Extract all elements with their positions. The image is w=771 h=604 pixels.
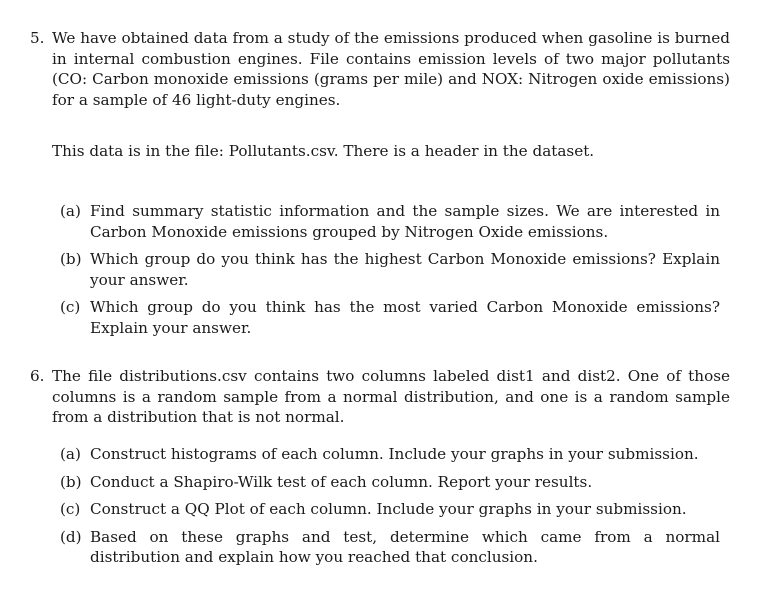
problem-6-text: The file distributions.csv contains two columns labeled dist1 and dist2. One of those columns is a random sample from a normal distribution, and one is a random sample from a distribution that is not normal. bbox=[52, 367, 730, 426]
problem-5-part-b bbox=[60, 249, 720, 290]
part-label: (a) bbox=[60, 202, 81, 220]
problem-6-number: 6. bbox=[30, 367, 45, 385]
problem-6-parts bbox=[60, 444, 720, 575]
part-text: Construct histograms of each column. Include your graphs in your submission. bbox=[90, 445, 699, 463]
part-text: Conduct a Shapiro-Wilk test of each column. Report your results. bbox=[90, 472, 593, 491]
problem-5-number: 5. bbox=[30, 29, 45, 47]
part-label: (b) bbox=[60, 250, 82, 268]
problem-5-note: This data is in the file: Pollutants.csv. There is a header in the dataset. bbox=[52, 142, 595, 160]
part-label: (d) bbox=[60, 527, 82, 546]
part-label: (b) bbox=[60, 472, 82, 491]
part-text: Which group do you think has the most varied Carbon Monoxide emissions? Explain your answer. bbox=[90, 298, 720, 337]
problem-5-part-a bbox=[60, 201, 720, 242]
part-text: Which group do you think has the highest Carbon Monoxide emissions? Explain your answer. bbox=[90, 250, 720, 289]
problem-6-part-d bbox=[60, 527, 720, 568]
problem-5 bbox=[30, 28, 730, 110]
problem-6 bbox=[30, 366, 730, 428]
part-text: Find summary statistic information and the sample sizes. We are interested in Carbon Monoxide emissions grouped by Nitrogen Oxide emissions. bbox=[90, 202, 720, 241]
problem-6-part-b bbox=[60, 472, 720, 493]
part-label: (a) bbox=[60, 445, 81, 463]
problem-6-part-c bbox=[60, 499, 720, 520]
problem-5-text: We have obtained data from a study of the emissions produced when gasoline is burned in internal combustion engines. File contains emission levels of two major pollutants (CO: Carbon monoxide emissions (grams per mile) and NOX: Nitrogen oxide emissions) for a sample of 46 light-duty engines. bbox=[52, 29, 730, 109]
part-label: (c) bbox=[60, 500, 81, 518]
part-label: (c) bbox=[60, 298, 81, 316]
problem-6-part-a bbox=[60, 444, 720, 465]
problem-5-part-c bbox=[60, 297, 720, 338]
part-text: Construct a QQ Plot of each column. Include your graphs in your submission. bbox=[90, 500, 687, 518]
part-text: Based on these graphs and test, determine which came from a normal distribution and explain how you reached that conclusion. bbox=[90, 527, 720, 566]
problem-5-parts bbox=[60, 201, 720, 345]
